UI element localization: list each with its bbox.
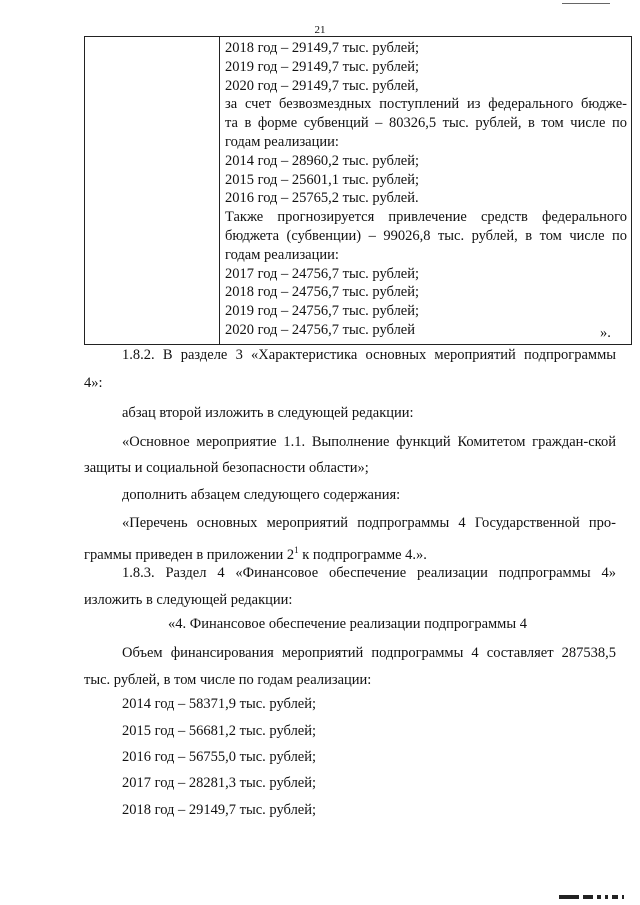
table-row: [85, 37, 632, 345]
paragraph-dopolnit: дополнить абзацем следующего содержания:: [122, 487, 401, 503]
section-1-8-3: 1.8.3. Раздел 4 «Финансовое обеспечение реализации подпрограммы 4» изложить в следующей редакции:: [84, 565, 616, 608]
paragraph-abzac: абзац второй изложить в следующей редакции:: [122, 405, 414, 421]
year-line: 2017 год – 28281,3 тыс. рублей;: [122, 775, 317, 791]
paragraph-obem: Объем финансирования мероприятий подпрограммы 4 составляет 287538,5 тыс. рублей, в том числе по годам реализации:: [84, 645, 616, 688]
funding-table: [84, 36, 632, 345]
perechen-text: «Перечень основных мероприятий подпрограммы 4 Государственной про-граммы приведен в приложении 2: [84, 515, 616, 563]
corner-scan-mark: [562, 0, 610, 4]
table-line: 2020 год – 24756,7 тыс. рублей: [225, 321, 416, 338]
section-1-8-2-line2: 4»:: [84, 375, 103, 391]
year-line: 2018 год – 29149,7 тыс. рублей;: [122, 802, 317, 818]
year-line: 2014 год – 58371,9 тыс. рублей;: [122, 696, 317, 712]
table-line: 2017 год – 24756,7 тыс. рублей;: [225, 265, 420, 282]
section-1-8-2-line1: 1.8.2. В разделе 3 «Характеристика основных мероприятий подпрограммы: [122, 347, 616, 363]
table-line: 2014 год – 28960,2 тыс. рублей;: [225, 152, 420, 169]
table-line: 2020 год – 29149,7 тыс. рублей,: [225, 77, 419, 94]
perechen-text-end: к подпрограмме 4.».: [298, 546, 427, 563]
table-right-cell: [220, 37, 632, 345]
table-line: годам реализации:: [225, 133, 339, 150]
table-line: Также прогнозируется привлечение средств федерального: [225, 209, 627, 226]
table-line: за счет безвозмездных поступлений из федерального бюдже-: [225, 96, 627, 113]
table-line: 2018 год – 29149,7 тыс. рублей;: [225, 40, 420, 56]
table-line: годам реализации:: [225, 246, 339, 263]
table-left-cell: [85, 37, 220, 345]
page-number: 21: [314, 24, 326, 36]
table-line: та в форме субвенций – 80326,5 тыс. рублей, в том числе по: [225, 115, 627, 132]
year-line: 2015 год – 56681,2 тыс. рублей;: [122, 723, 317, 739]
closing-quote: ».: [600, 325, 611, 341]
superscript: 1: [294, 545, 299, 555]
paragraph-osnovnoe: «Основное мероприятие 1.1. Выполнение функций Комитетом граждан-ской защиты и социальной безопасности области»;: [84, 434, 616, 476]
table-line: 2016 год – 25765,2 тыс. рублей.: [225, 190, 419, 207]
table-line: бюджета (субвенции) – 99026,8 тыс. рублей, в том числе по: [225, 227, 627, 244]
table-line: 2019 год – 24756,7 тыс. рублей;: [225, 303, 420, 320]
year-line: 2016 год – 56755,0 тыс. рублей;: [122, 749, 317, 765]
table-line: 2019 год – 29149,7 тыс. рублей;: [225, 58, 420, 75]
table-line: 2015 год – 25601,1 тыс. рублей;: [225, 171, 420, 188]
section-4-heading: «4. Финансовое обеспечение реализации подпрограммы 4: [168, 616, 527, 632]
table-line: 2018 год – 24756,7 тыс. рублей;: [225, 284, 420, 301]
scan-barcode-marks: [559, 895, 624, 899]
